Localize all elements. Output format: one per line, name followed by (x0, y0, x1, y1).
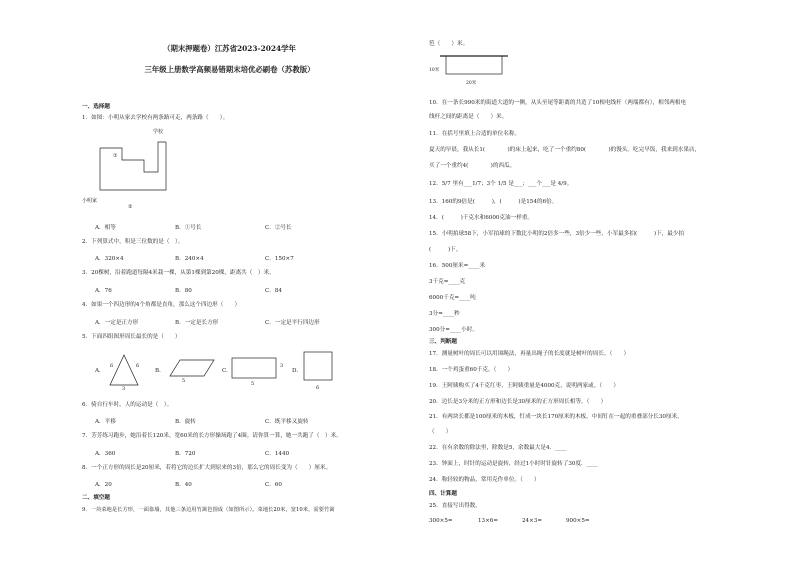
q5-option-b: B． (155, 368, 165, 374)
question-23: 23．钟面上，时针的运动是旋转，经过1小时时针旋转了30度．____ (429, 461, 598, 467)
section-judge: 三、判断题 (429, 339, 457, 345)
q6-option-c: C．既平移又旋转 (265, 419, 309, 425)
q7-option-a: A．360 (95, 451, 116, 457)
question-10: 10．在一条长990米的街道大道的一侧，从头至尾等距离的共造了10根电线杆（两端都有），相邻两根电 (429, 100, 687, 106)
question-21: 21．有两块长都是100厘米的木板，钉成一块长170厘米的木板，中间钉在一起的重叠部分长30厘米。 (429, 414, 683, 420)
label-school: 学校 (153, 129, 164, 135)
q2-option-a: A．320×4 (95, 256, 124, 262)
q3-option-a: A．76 (95, 288, 112, 294)
question-11-line1: 夏天的早晨，我从长1( )的床上起来，吃了一个重约80( )的馒头。吃完早饭，我来到水果店， (429, 147, 701, 153)
route-mark-2: ② (128, 204, 133, 210)
q3-option-b: B．80 (175, 288, 192, 294)
calc-item-2: 13×6= (478, 518, 499, 524)
question-22: 22．在有余数的除法里，除数是5，余数最大是4．____ (429, 445, 567, 451)
parallelogram-shape (170, 360, 216, 378)
question-13: 13．160的9倍是( )，( )是154的6倍。 (429, 199, 558, 205)
calc-item-1: 300×5= (429, 518, 453, 524)
q3-option-c: C．84 (265, 288, 282, 294)
question-16-c: 6000千克=____吨 (429, 295, 476, 301)
question-15: 15．小明拍球58下，小军拍球的下数比小明的2倍多一些，3倍少一些，小军最多拍( )下，最少拍 (429, 231, 685, 237)
garden-width-label: 10米 (429, 68, 440, 73)
question-8: 8．一个正方形的周长是20厘米，若将它的边长扩大到原来的3倍，那么它的周长变为（ ）厘米。 (82, 465, 332, 471)
question-3: 3．20棵树，沿着跑道每隔4米栽一棵，从第1棵到第20棵，距离共（ ）米。 (82, 270, 275, 276)
q5-option-c: C． (222, 368, 232, 374)
q6-option-a: A．平移 (95, 419, 116, 425)
question-18: 18．一个鸡蛋重60千克。（ ） (429, 367, 514, 373)
question-20: 20．边长是3分米的正方形和边长是30厘米的正方形周长相等。（ ） (429, 399, 607, 405)
q4-option-c: C．一定是平行四边形 (265, 320, 320, 326)
question-21-cont: （ ） (429, 429, 452, 435)
q4-option-b: B．一定是长方形 (175, 320, 219, 326)
label-home: 小明家 (82, 198, 98, 204)
square-shape (304, 352, 334, 382)
square-side: 6 (316, 385, 320, 391)
question-24: 24．称轻较的物品，常用克作单位。（ ） (429, 477, 540, 483)
question-11: 11．在括号里填上合适的单位名称。 (429, 131, 521, 137)
q5-option-a: A． (95, 368, 105, 374)
q8-option-c: C．60 (265, 482, 282, 488)
question-17: 17．测量树叶的周长可以用围绳法，再量出绳子的长度就是树叶的周长。（ ） (429, 351, 630, 357)
section-choice: 一、选择题 (82, 104, 110, 110)
question-10-cont: 线杆之间的距离是（ ）米。 (429, 114, 508, 120)
garden-length-label: 20米 (466, 81, 477, 86)
triangle-side-right: 6 (136, 363, 140, 369)
q1-option-b: B．①号长 (175, 225, 202, 231)
rectangle-width: 5 (251, 381, 255, 387)
question-16-b: 3千克=____克 (429, 279, 466, 285)
q7-option-b: B．720 (175, 451, 196, 457)
question-12: 12．5/7 里有___1/7；3个 1/5 是___；___个___是 4/9。 (429, 181, 573, 187)
question-16: 16．500厘米=____米 (429, 263, 486, 269)
rectangle-height: 3 (280, 363, 284, 369)
q8-option-a: A．20 (95, 482, 112, 488)
q1-option-a: A．相等 (95, 225, 116, 231)
question-4: 4．如果一个四边形的4个角都是直角，那么这个四边形（ ） (82, 302, 241, 308)
garden-figure (440, 56, 510, 78)
q5-option-d: D． (292, 368, 303, 374)
question-2: 2．下列算式中，积是三位数的是（ ）。 (82, 239, 184, 245)
question-16-d: 3分=____秒 (429, 311, 460, 317)
calc-item-4: 900×5= (566, 518, 590, 524)
parallelogram-base: 5 (182, 378, 186, 384)
triangle-side-left: 6 (110, 363, 114, 369)
q4-option-a: A．一定是正方形 (95, 320, 139, 326)
q2-option-b: B．240×4 (175, 256, 204, 262)
question-11-line2: 买了一个重约4( )的西瓜。 (429, 163, 516, 169)
rectangle-shape (232, 358, 278, 380)
q7-option-c: C．1440 (265, 451, 290, 457)
question-9-cont: 笆（ ）米。 (429, 41, 469, 47)
calc-item-3: 24×3= (522, 518, 543, 524)
q8-option-b: B．40 (175, 482, 192, 488)
question-25: 25．直接写出得数。 (429, 503, 481, 509)
route-mark-1: ① (113, 153, 118, 159)
question-19: 19．王阿姨购买了4千克红枣，王阿姨重量是4000克，说明两家或。（ ） (429, 383, 619, 389)
triangle-base: 3 (122, 386, 126, 392)
question-7: 7．芳芳练习跑步，她沿着长120米，宽60米的长方形操场跑了4圈。请你算一算，她一共跑了（ ）米。 (82, 433, 342, 439)
q2-option-c: C．150×7 (265, 256, 294, 262)
question-6: 6．骑自行车时，人的运动是（ ）。 (82, 402, 173, 408)
triangle-shape (110, 355, 140, 387)
paper-title-line2: 三年级上册数学高频易错期末培优必刷卷（苏教版） (144, 65, 315, 74)
question-15-cont: ( )下。 (429, 247, 462, 253)
question-5: 5．下面四组图形周长最长的是（ ） (82, 334, 181, 340)
q6-option-b: B．旋转 (175, 419, 196, 425)
section-calc: 四、计算题 (429, 491, 457, 497)
question-1: 1．如图：小明从家去学校有两条路可走，两条路（ ）。 (82, 115, 229, 121)
q1-option-c: C．②号长 (265, 225, 292, 231)
question-14: 14．( )千克水和6000克油一样重。 (429, 215, 534, 221)
question-16-e: 300分=____小时。 (429, 327, 478, 333)
route-figure (100, 138, 180, 198)
paper-title-line1: （期末押题卷）江苏省2023-2024学年 (163, 44, 296, 53)
question-9: 9．一块菜地是长方形，一面靠墙，其他三条边用竹篱笆围成（如图所示）。菜地长20米，宽10米，需要竹篱 (82, 507, 335, 513)
section-fill: 二、填空题 (82, 495, 110, 501)
